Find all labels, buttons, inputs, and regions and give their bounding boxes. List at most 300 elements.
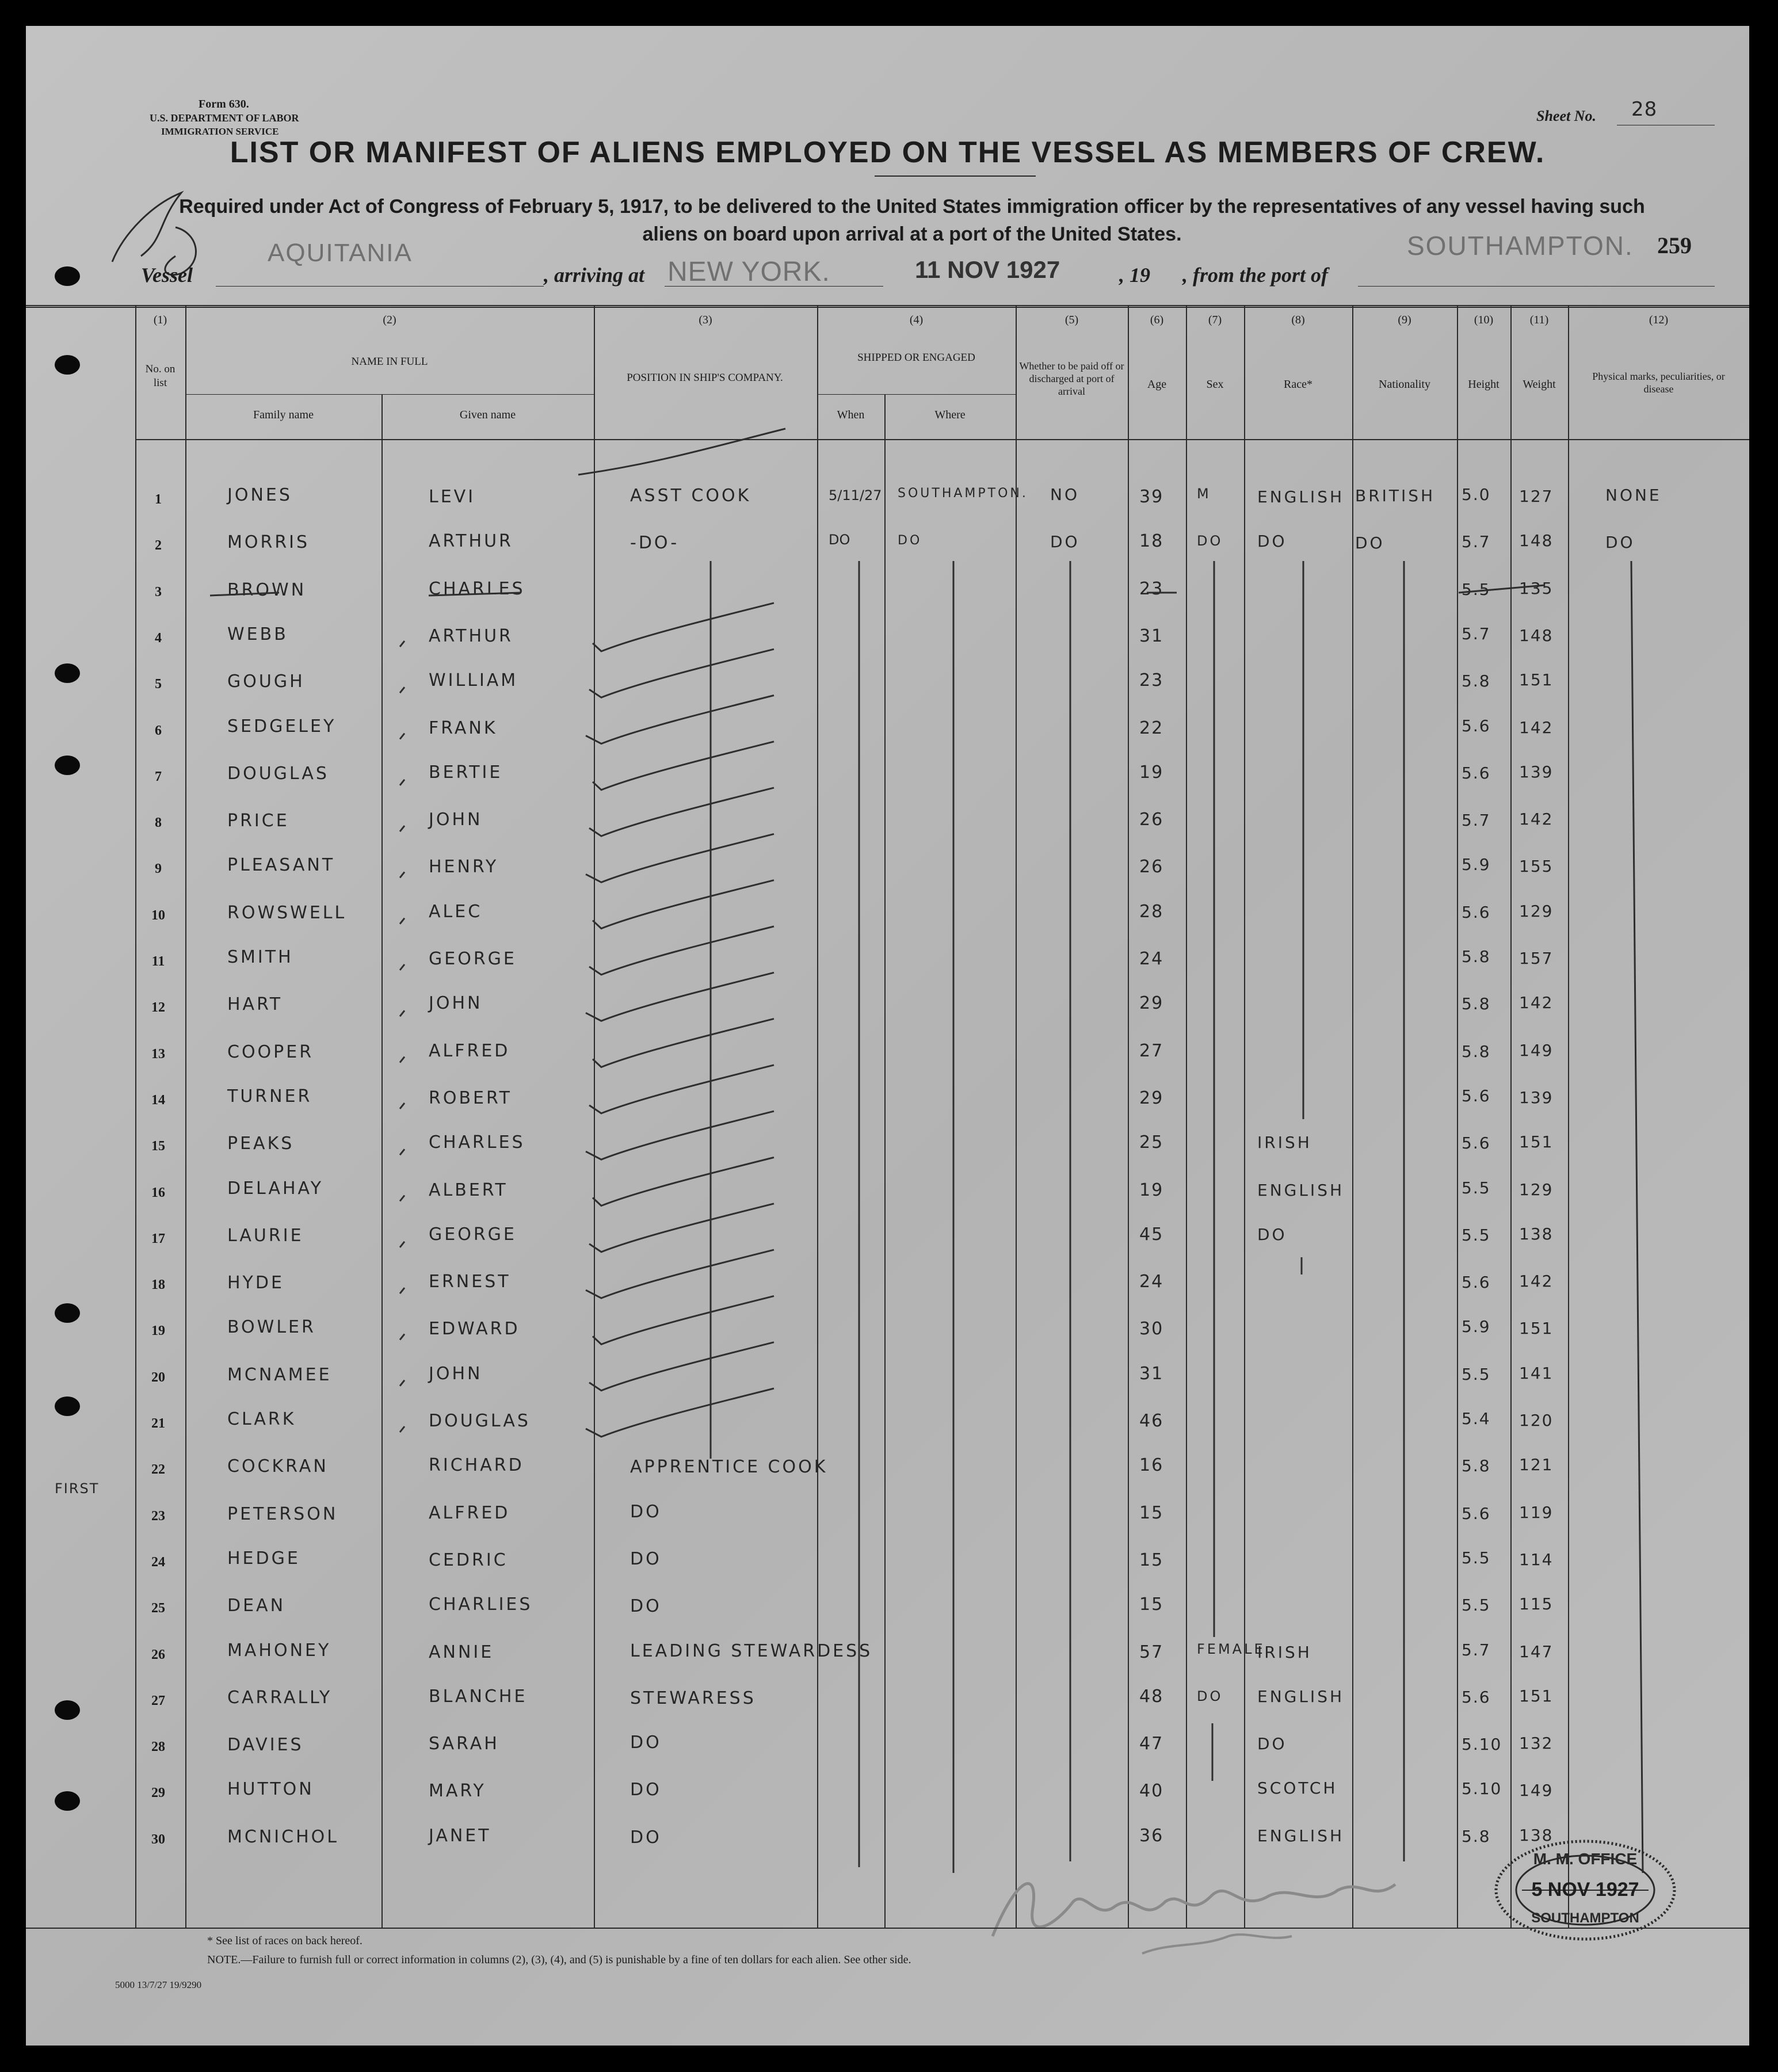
weight-cell: 148: [1519, 625, 1554, 645]
given-cell: ALBERT: [429, 1180, 508, 1200]
row-number: 4: [155, 630, 162, 646]
row-number: 11: [151, 954, 165, 969]
given-cell: DOUGLAS: [429, 1411, 531, 1431]
age-cell: 48: [1139, 1686, 1164, 1707]
age-cell: 39: [1139, 487, 1164, 507]
position-cell: DO: [630, 1596, 662, 1617]
position-cell: DO: [630, 1780, 662, 1800]
tick-mark: [400, 1288, 405, 1293]
tick-mark: [586, 972, 774, 1021]
weight-cell: 139: [1519, 1087, 1554, 1107]
height-cell: 5.7: [1462, 532, 1491, 552]
position-cell: ASST COOK: [630, 486, 751, 506]
pencil-stroke: [578, 429, 785, 475]
tick-mark: [593, 880, 774, 929]
row-number: 23: [151, 1508, 165, 1524]
given-name-header: Given name: [459, 409, 516, 421]
height-cell: 5.10: [1462, 1779, 1502, 1799]
marks-cell: NONE: [1605, 486, 1662, 505]
age-cell: 30: [1139, 1319, 1164, 1340]
family-cell: MCNAMEE: [227, 1364, 332, 1385]
tick-mark: [586, 1111, 774, 1159]
given-cell: SARAH: [429, 1734, 499, 1754]
position-cell: STEWARESS: [630, 1688, 756, 1708]
col8-number: (8): [1291, 314, 1305, 326]
tick-mark: [586, 696, 774, 744]
weight-cell: 129: [1519, 901, 1554, 921]
age-cell: 29: [1139, 993, 1164, 1014]
given-cell: ARTHUR: [429, 531, 513, 552]
height-cell: 5.7: [1462, 624, 1491, 643]
weight-cell: 114: [1519, 1550, 1554, 1569]
given-cell: ALFRED: [429, 1502, 510, 1523]
row-number: 13: [151, 1046, 165, 1062]
position-cell: DO: [630, 1548, 662, 1569]
tick-mark: [400, 918, 405, 924]
row-number: 29: [151, 1785, 165, 1801]
age-cell: 57: [1139, 1642, 1164, 1662]
when-cell: DO: [829, 532, 850, 548]
tick-mark: [589, 788, 774, 836]
handwritten-check-marks: [26, 26, 1749, 2046]
paid-cell: NO: [1050, 485, 1079, 504]
row-number: 22: [151, 1462, 165, 1478]
age-cell: 26: [1139, 810, 1164, 830]
weight-cell: 115: [1519, 1594, 1554, 1614]
race-cell: IRISH: [1257, 1642, 1312, 1662]
row-number: 10: [151, 907, 165, 923]
height-cell: 5.8: [1462, 947, 1491, 966]
weight-cell: 149: [1519, 1781, 1554, 1800]
print-code: 5000 13/7/27 19/9290: [115, 1979, 202, 1990]
nationality-cell: DO: [1355, 533, 1385, 553]
sex-cell: M: [1197, 486, 1211, 502]
height-cell: 5.5: [1462, 1364, 1491, 1384]
department-label: U.S. DEPARTMENT OF LABOR: [150, 112, 299, 124]
family-cell: MCNICHOL: [227, 1826, 339, 1847]
tick-mark: [593, 1019, 774, 1067]
age-cell: 19: [1139, 1180, 1164, 1200]
weight-cell: 142: [1519, 718, 1554, 737]
office-stamp-bottom: SOUTHAMPTON: [1531, 1910, 1639, 1926]
given-cell: GEORGE: [429, 949, 517, 969]
weight-cell: 149: [1519, 1040, 1554, 1060]
height-cell: 5.6: [1462, 1504, 1491, 1523]
weight-cell: 141: [1519, 1363, 1554, 1383]
given-cell: ANNIE: [429, 1642, 494, 1662]
family-cell: SEDGELEY: [227, 716, 337, 737]
footnote-penalty: NOTE.—Failure to furnish full or correct information in columns (2), (3), (4), and (5) is punishable by a fine of ten dollars for each alien. See other side.: [207, 1953, 911, 1966]
height-cell: 5.5: [1462, 1178, 1491, 1197]
given-cell: CHARLES: [429, 1132, 525, 1153]
race-cell: DO: [1257, 1734, 1287, 1754]
col4-header: SHIPPED OR ENGAGED: [857, 352, 975, 364]
given-cell: JANET: [429, 1825, 491, 1846]
family-cell: ROWSWELL: [227, 902, 347, 923]
manifest-number: 259: [1657, 232, 1692, 258]
height-cell: 5.7: [1462, 1640, 1491, 1659]
row-number: 16: [151, 1185, 165, 1200]
tick-mark: [586, 1250, 774, 1298]
age-cell: 19: [1139, 762, 1164, 783]
where-cell: SOUTHAMPTON.: [898, 486, 1028, 501]
tick-mark: [400, 687, 405, 693]
sex-cell: DO: [1197, 1688, 1223, 1704]
tick-mark: [589, 1342, 774, 1391]
weight-cell: 157: [1519, 949, 1554, 968]
row-number: 28: [151, 1739, 165, 1755]
age-cell: 31: [1139, 1363, 1164, 1384]
row-number: 18: [151, 1277, 165, 1293]
age-cell: 45: [1139, 1224, 1164, 1245]
given-cell: MARY: [429, 1781, 486, 1802]
given-cell: JOHN: [429, 993, 483, 1014]
row-number: 12: [151, 1000, 165, 1016]
weight-cell: 129: [1519, 1180, 1554, 1199]
given-cell: GEORGE: [429, 1224, 517, 1245]
age-header: Age: [1147, 378, 1167, 391]
col6-number: (6): [1150, 314, 1164, 326]
weight-cell: 120: [1519, 1411, 1554, 1430]
row-number: 17: [151, 1231, 165, 1246]
family-cell: PEAKS: [227, 1134, 295, 1154]
tick-mark: [593, 1158, 774, 1206]
height-cell: 5.9: [1462, 855, 1491, 875]
height-cell: 5.6: [1462, 716, 1491, 735]
sheet-label: Sheet No.: [1536, 108, 1596, 124]
race-cell: ENGLISH: [1257, 1180, 1345, 1200]
row-number: 14: [151, 1092, 165, 1108]
age-cell: 24: [1139, 1272, 1164, 1292]
sex-cell: DO: [1197, 533, 1223, 550]
family-cell: HUTTON: [227, 1779, 314, 1800]
given-cell: LEVI: [429, 487, 476, 507]
row-number: 7: [155, 769, 162, 784]
height-cell: 5.5: [1462, 1548, 1491, 1567]
weight-cell: 142: [1519, 1272, 1554, 1291]
given-cell: HENRY: [429, 857, 499, 877]
given-cell: EDWARD: [429, 1319, 520, 1340]
family-cell: GOUGH: [227, 671, 305, 692]
height-header: Height: [1468, 378, 1500, 391]
given-cell: ALEC: [429, 901, 483, 922]
vessel-name-stamp: AQUITANIA: [268, 239, 413, 267]
given-cell: ROBERT: [429, 1087, 512, 1108]
row-number: 15: [151, 1139, 165, 1154]
height-cell: 5.5: [1462, 1225, 1491, 1245]
age-cell: 31: [1139, 625, 1164, 646]
row-number: 20: [151, 1369, 165, 1385]
family-cell: BROWN: [227, 579, 307, 600]
tick-mark: [586, 834, 774, 882]
height-cell: 5.10: [1462, 1735, 1502, 1754]
weight-cell: 138: [1519, 1825, 1554, 1845]
given-cell: BLANCHE: [429, 1686, 528, 1707]
family-cell: WEBB: [227, 624, 288, 644]
height-cell: 5.8: [1462, 1041, 1491, 1061]
age-cell: 23: [1139, 670, 1164, 691]
nationality-header: Nationality: [1379, 378, 1430, 391]
family-cell: LAURIE: [227, 1225, 304, 1246]
weight-cell: 127: [1519, 487, 1554, 506]
from-port-label: , from the port of: [1182, 264, 1329, 287]
position-cell: DO: [630, 1827, 662, 1848]
office-stamp-top: M. M. OFFICE: [1533, 1850, 1638, 1868]
col3-header: POSITION IN SHIP'S COMPANY.: [627, 372, 783, 384]
family-cell: TURNER: [227, 1086, 312, 1106]
col1-header: No. on list: [145, 363, 175, 389]
tick-mark: [400, 1010, 405, 1016]
height-cell: 5.6: [1462, 763, 1491, 783]
height-cell: 5.6: [1462, 1273, 1491, 1292]
age-cell: 15: [1139, 1502, 1164, 1523]
family-cell: PETERSON: [227, 1504, 338, 1524]
col9-number: (9): [1398, 314, 1411, 326]
sheet-number: 28: [1631, 98, 1658, 121]
given-cell: CHARLIES: [429, 1594, 533, 1615]
position-cell: APPRENTICE COOK: [630, 1457, 828, 1478]
tick-mark: [593, 742, 774, 790]
row-number: 6: [155, 723, 162, 738]
family-cell: DELAHAY: [227, 1178, 324, 1199]
race-cell: ENGLISH: [1257, 487, 1345, 506]
marks-cell: DO: [1605, 533, 1635, 552]
manifest-sheet: [26, 26, 1749, 2046]
given-cell: FRANK: [429, 718, 498, 738]
col2-header: NAME IN FULL: [351, 356, 428, 368]
height-cell: 5.6: [1462, 1687, 1491, 1707]
height-cell: 5.9: [1462, 1317, 1491, 1337]
family-cell: MAHONEY: [227, 1640, 331, 1661]
weight-cell: 142: [1519, 810, 1554, 829]
form-number: Form 630.: [199, 98, 249, 110]
weight-header: Weight: [1523, 378, 1556, 391]
weight-cell: 155: [1519, 857, 1554, 876]
given-cell: ARTHUR: [429, 625, 513, 646]
weight-cell: 142: [1519, 993, 1554, 1013]
family-cell: CLARK: [227, 1409, 296, 1429]
tick-mark: [400, 1196, 405, 1201]
race-cell: DO: [1257, 1224, 1287, 1244]
age-cell: 27: [1139, 1040, 1164, 1061]
weight-cell: 138: [1519, 1224, 1554, 1243]
family-cell: BOWLER: [227, 1317, 316, 1338]
signature: [970, 1856, 1418, 1965]
weight-cell: 151: [1519, 670, 1554, 690]
age-cell: 18: [1139, 531, 1164, 552]
family-cell: HEDGE: [227, 1548, 300, 1569]
family-cell: DAVIES: [227, 1735, 304, 1756]
strike-height-weight: [1459, 585, 1545, 593]
family-cell: PLEASANT: [227, 855, 335, 876]
age-cell: 40: [1139, 1781, 1164, 1802]
given-cell: ALFRED: [429, 1040, 510, 1061]
tick-mark: [593, 603, 774, 651]
col5-number: (5): [1064, 314, 1079, 326]
age-cell: 15: [1139, 1594, 1164, 1615]
tick-mark: [400, 826, 405, 831]
row-number: 26: [151, 1647, 165, 1662]
service-label: IMMIGRATION SERVICE: [161, 126, 279, 137]
position-cell: -DO-: [630, 533, 680, 554]
given-cell: BERTIE: [429, 762, 503, 783]
given-cell: JOHN: [429, 1363, 483, 1384]
arrival-port-stamp: NEW YORK.: [667, 257, 830, 287]
from-port-stamp: SOUTHAMPTON.: [1407, 231, 1634, 261]
required-line-2: aliens on board upon arrival at a port of the United States.: [642, 223, 1182, 245]
year-label: , 19: [1119, 264, 1150, 287]
col5-header: Whether to be paid off or discharged at port of arrival: [1019, 360, 1124, 397]
age-cell: 36: [1139, 1825, 1164, 1846]
family-cell: COOPER: [227, 1041, 314, 1062]
given-cell: JOHN: [429, 810, 483, 830]
given-cell: RICHARD: [429, 1455, 524, 1476]
height-cell: 5.6: [1462, 1134, 1491, 1153]
height-cell: 5.7: [1462, 811, 1491, 830]
age-cell: 23: [1139, 578, 1164, 599]
age-cell: 28: [1139, 901, 1164, 922]
row-number: 21: [151, 1416, 165, 1431]
height-cell: 5.8: [1462, 671, 1491, 691]
col4-number: (4): [909, 314, 924, 326]
tick-mark: [400, 1149, 405, 1155]
marks-ditto-line: [1631, 561, 1643, 1873]
tick-mark: [400, 1334, 405, 1340]
age-cell: 29: [1139, 1087, 1164, 1108]
when-cell: 5/11/27: [829, 487, 882, 503]
family-cell: CARRALLY: [227, 1687, 333, 1708]
tick-mark: [400, 1103, 405, 1109]
race-cell: SCOTCH: [1257, 1779, 1338, 1798]
family-cell: HART: [227, 994, 283, 1015]
tick-mark: [400, 780, 405, 785]
arriving-label: , arriving at: [544, 264, 645, 287]
tick-mark: [400, 641, 405, 647]
row-number: 25: [151, 1601, 165, 1616]
weight-cell: 132: [1519, 1734, 1554, 1753]
position-cell: LEADING STEWARDESS: [630, 1640, 873, 1661]
tick-mark: [586, 1388, 774, 1437]
col11-number: (11): [1529, 314, 1549, 326]
race-cell: ENGLISH: [1257, 1826, 1345, 1845]
strike-family: [210, 593, 279, 596]
arrival-date-stamp: 11 NOV 1927: [915, 256, 1060, 283]
footnote-races: * See list of races on back hereof.: [207, 1934, 363, 1947]
family-cell: SMITH: [227, 947, 293, 967]
height-cell: 5.8: [1462, 1826, 1491, 1846]
weight-cell: 151: [1519, 1319, 1554, 1338]
given-cell: CHARLES: [429, 578, 525, 599]
height-cell: 5.8: [1462, 1456, 1491, 1476]
age-cell: 15: [1139, 1550, 1164, 1570]
row-number: 30: [151, 1831, 165, 1847]
age-cell: 25: [1139, 1132, 1164, 1153]
weight-cell: 151: [1519, 1686, 1554, 1705]
family-cell: JONES: [227, 485, 292, 505]
height-cell: 5.5: [1462, 579, 1491, 599]
age-cell: 26: [1139, 857, 1164, 877]
tick-mark: [400, 734, 405, 739]
where-header: Where: [934, 409, 966, 421]
weight-cell: 151: [1519, 1132, 1554, 1152]
given-cell: WILLIAM: [429, 670, 518, 691]
col7-number: (7): [1208, 314, 1222, 326]
strike-given: [429, 593, 521, 596]
physical-marks-header: Physical marks, peculiarities, or disease: [1592, 371, 1725, 395]
tick-mark: [400, 1242, 405, 1247]
position-cell: DO: [630, 1501, 662, 1522]
tick-mark: [593, 1296, 774, 1344]
tick-mark: [400, 964, 405, 970]
where-cell: DO: [898, 533, 922, 548]
family-cell: MORRIS: [227, 532, 310, 553]
tick-mark: [589, 649, 774, 697]
paid-cell: DO: [1050, 532, 1080, 552]
tick-mark: [400, 1057, 405, 1063]
row-number: 2: [155, 538, 162, 554]
weight-cell: 119: [1519, 1502, 1554, 1522]
position-cell: DO: [630, 1733, 662, 1753]
sex-cell: FEMALE: [1197, 1640, 1265, 1657]
family-cell: DOUGLAS: [227, 763, 329, 784]
row-number: 8: [155, 815, 162, 831]
sex-header: Sex: [1206, 378, 1224, 391]
height-cell: 5.8: [1462, 994, 1491, 1014]
height-cell: 5.6: [1462, 1086, 1491, 1105]
office-stamp-date: 5 NOV 1927: [1531, 1879, 1639, 1901]
weight-cell: 121: [1519, 1455, 1554, 1475]
vessel-label: Vessel: [141, 264, 193, 287]
race-cell: IRISH: [1257, 1133, 1312, 1153]
col10-number: (10): [1474, 314, 1494, 326]
col1-number: (1): [153, 314, 167, 326]
height-cell: 5.6: [1462, 902, 1491, 922]
page-title: LIST OR MANIFEST OF ALIENS EMPLOYED ON THE VESSEL AS MEMBERS OF CREW.: [230, 136, 1546, 169]
tick-mark: [400, 1426, 405, 1432]
col3-number: (3): [699, 314, 712, 326]
row-number: 9: [155, 861, 162, 877]
tick-mark: [589, 1065, 774, 1113]
col12-number: (12): [1649, 314, 1669, 326]
weight-cell: 135: [1519, 578, 1554, 598]
family-cell: DEAN: [227, 1596, 286, 1616]
tick-mark: [400, 872, 405, 877]
height-cell: 5.0: [1462, 485, 1491, 504]
weight-cell: 139: [1519, 762, 1554, 781]
row-number: 19: [151, 1323, 165, 1339]
margin-note: FIRST: [55, 1480, 100, 1497]
row-number: 27: [151, 1693, 165, 1708]
family-cell: HYDE: [227, 1273, 284, 1293]
age-cell: 22: [1139, 718, 1164, 738]
col2-number: (2): [383, 314, 396, 326]
row-number: 1: [155, 492, 162, 507]
row-number: 5: [155, 677, 162, 692]
row-number: 3: [155, 584, 162, 600]
age-cell: 24: [1139, 949, 1164, 969]
tick-mark: [400, 1380, 405, 1386]
age-cell: 47: [1139, 1734, 1164, 1754]
race-cell: ENGLISH: [1257, 1686, 1345, 1706]
weight-cell: 147: [1519, 1642, 1554, 1661]
family-cell: PRICE: [227, 811, 289, 831]
tick-mark: [589, 926, 774, 975]
height-cell: 5.4: [1462, 1409, 1491, 1428]
age-cell: 46: [1139, 1411, 1164, 1431]
weight-cell: 148: [1519, 531, 1554, 551]
given-cell: CEDRIC: [429, 1550, 508, 1570]
tick-mark: [589, 1204, 774, 1252]
